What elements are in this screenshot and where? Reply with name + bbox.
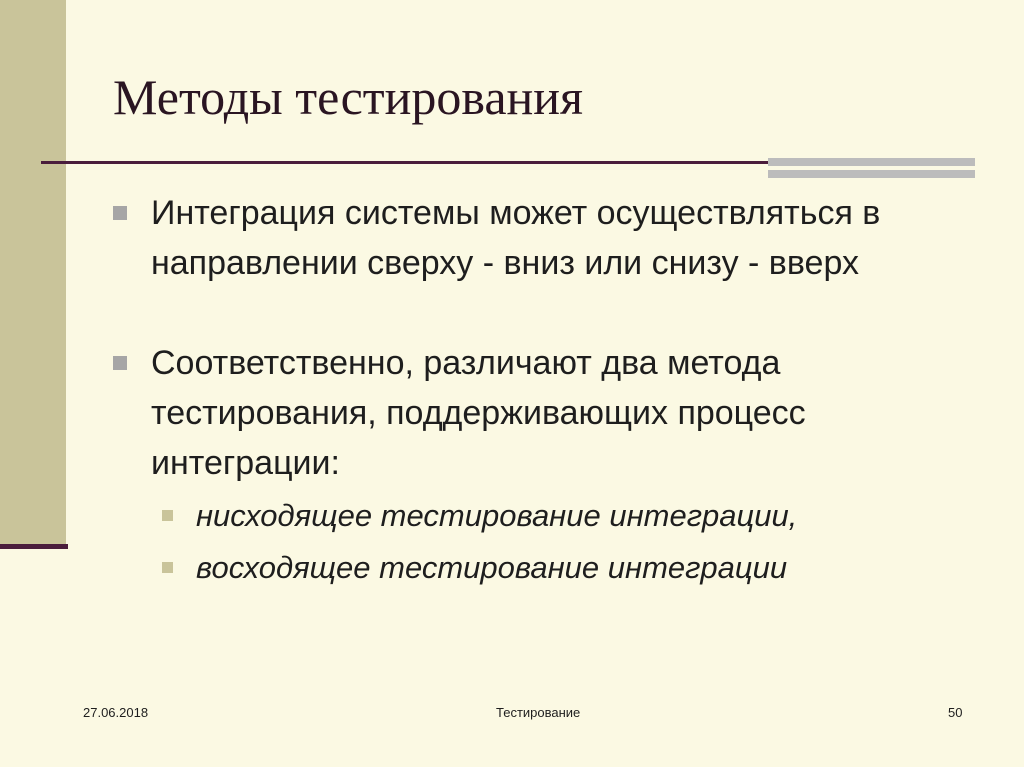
slide-title: Методы тестирования (113, 69, 584, 125)
left-band-underline (0, 544, 68, 549)
title-rule (41, 161, 781, 164)
title-accent-bar-lower (768, 170, 975, 178)
bullet-text: Соответственно, различают два метода тестирования, поддерживающих процесс интеграции: (151, 344, 806, 482)
footer-page-number: 50 (948, 705, 963, 720)
bullet-text: Интеграция системы может осуществляться в направлении сверху - вниз или снизу - вверх (151, 194, 881, 282)
square-bullet-icon (113, 356, 127, 370)
sub-bullet-text: нисходящее тестирование интеграции, (196, 498, 798, 533)
square-sub-bullet-icon (162, 562, 173, 573)
sub-bullet-item (162, 545, 942, 591)
square-bullet-icon (113, 206, 127, 220)
left-decorative-band (0, 0, 66, 546)
footer-date: 27.06.2018 (83, 705, 149, 720)
square-sub-bullet-icon (162, 510, 173, 521)
title-accent-bar (768, 158, 975, 166)
bullet-item (113, 338, 933, 488)
footer-title: Тестирование (496, 705, 581, 720)
sub-bullet-item (162, 493, 942, 539)
bullet-item (113, 188, 933, 288)
sub-bullet-text: восходящее тестирование интеграции (196, 550, 788, 585)
